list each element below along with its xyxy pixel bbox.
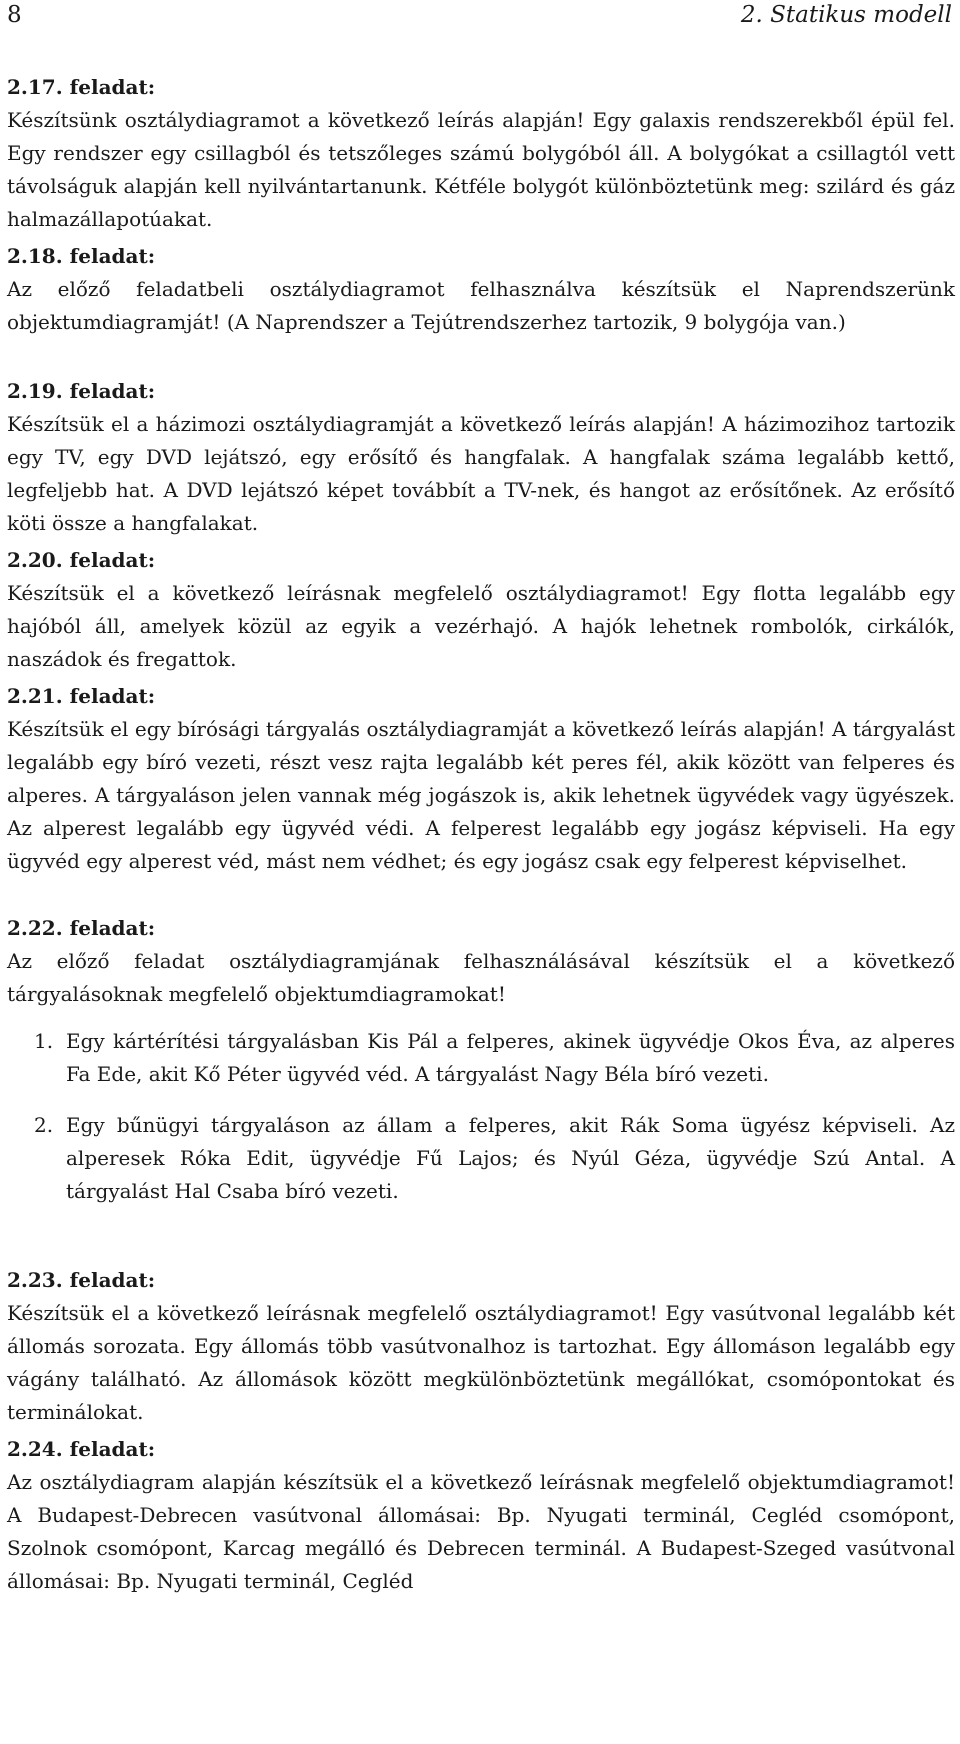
task-body: Készítsük el a következő leírásnak megfelelő osztálydiagramot! Egy vasútvonal legalább két állomás sorozata. Egy állomás több vasútvonalhoz is tartozhat. Egy állomáson legalább egy vágány található. Az állomások között megkülönböztetünk megállókat, csomópontokat és terminálokat.	[7, 1301, 955, 1424]
task-title: 2.21. feladat:	[7, 684, 156, 708]
page-number: 8	[7, 2, 22, 28]
task-2-23	[7, 1264, 955, 1429]
task-body: Készítsük el a következő leírásnak megfelelő osztálydiagramot! Egy flotta legalább egy hajóból áll, amelyek közül az egyik a vezérhajó. A hajók lehetnek rombolók, cirkálók, naszádok és fregattok.	[7, 581, 955, 671]
task-2-17	[7, 71, 955, 236]
task-title: 2.18. feladat:	[7, 244, 156, 268]
page-header	[7, 0, 955, 40]
task-body: Az osztálydiagram alapján készítsük el a következő leírásnak megfelelő objektumdiagramot! A Budapest-Debrecen vasútvonal állomásai: Bp. Nyugati terminál, Cegléd csomópont, Szolnok csomópont, Karcag megálló és Debrecen terminál. A Budapest-Szeged vasútvonal állomásai: Bp. Nyugati terminál, Cegléd	[7, 1470, 955, 1593]
object-diagram-list	[7, 1025, 955, 1208]
task-2-20	[7, 544, 955, 676]
task-2-19	[7, 375, 955, 540]
task-body: Készítsünk osztálydiagramot a következő leírás alapján! Egy galaxis rendszerekből épül fel. Egy rendszer egy csillagból és tetszőleges számú bolygóból áll. A bolygókat a csillagtól vett távolságuk alapján kell nyilvántartanunk. Kétféle bolygót különböztetünk meg: szilárd és gáz halmazállapotúakat.	[7, 108, 955, 231]
task-title: 2.22. feladat:	[7, 916, 156, 940]
task-2-22	[7, 912, 955, 1226]
task-2-21	[7, 680, 955, 878]
chapter-title: 2. Statikus modell	[740, 2, 952, 28]
list-item	[7, 1109, 955, 1208]
list-item-text: Egy bűnügyi tárgyaláson az állam a felperes, akit Rák Soma ügyész képviseli. Az alperesek Róka Edit, ügyvédje Fű Lajos; és Nyúl Géza, ügyvédje Szú Antal. A tárgyalást Hal Csaba bíró vezeti.	[66, 1113, 955, 1203]
task-title: 2.24. feladat:	[7, 1437, 156, 1461]
task-title: 2.17. feladat:	[7, 75, 156, 99]
task-title: 2.19. feladat:	[7, 379, 156, 403]
task-title: 2.23. feladat:	[7, 1268, 156, 1292]
list-item-number: 1.	[34, 1029, 54, 1053]
task-body: Készítsük el a házimozi osztálydiagramját a következő leírás alapján! A házimozihoz tartozik egy TV, egy DVD lejátszó, egy erősítő és hangfalak. A hangfalak száma legalább kettő, legfeljebb hat. A DVD lejátszó képet továbbít a TV-nek, és hangot az erősítőnek. Az erősítő köti össze a hangfalakat.	[7, 412, 955, 535]
task-body: Az előző feladatbeli osztálydiagramot felhasználva készítsük el Naprendszerünk objektumdiagramját! (A Naprendszer a Tejútrendszerhez tartozik, 9 bolygója van.)	[7, 277, 955, 334]
task-body: Az előző feladat osztálydiagramjának felhasználásával készítsük el a következő tárgyalásoknak megfelelő objektumdiagramokat!	[7, 949, 955, 1006]
task-title: 2.20. feladat:	[7, 548, 156, 572]
list-item	[7, 1025, 955, 1091]
task-body: Készítsük el egy bírósági tárgyalás osztálydiagramját a következő leírás alapján! A tárgyalást legalább egy bíró vezeti, részt vesz rajta legalább két peres fél, akik között van felperes és alperes. A tárgyaláson jelen vannak még jogászok is, akik lehetnek ügyvédek vagy ügyészek. Az alperest legalább egy ügyvéd védi. A felperest legalább egy jogász képviseli. Ha egy ügyvéd egy alperest véd, mást nem védhet; és egy jogász csak egy felperest képviselhet.	[7, 717, 955, 873]
task-2-18	[7, 240, 955, 339]
list-item-number: 2.	[34, 1113, 54, 1137]
list-item-text: Egy kártérítési tárgyalásban Kis Pál a felperes, akinek ügyvédje Okos Éva, az alperes Fa Ede, akit Kő Péter ügyvéd véd. A tárgyalást Nagy Béla bíró vezeti.	[66, 1029, 955, 1086]
task-2-24	[7, 1433, 955, 1598]
